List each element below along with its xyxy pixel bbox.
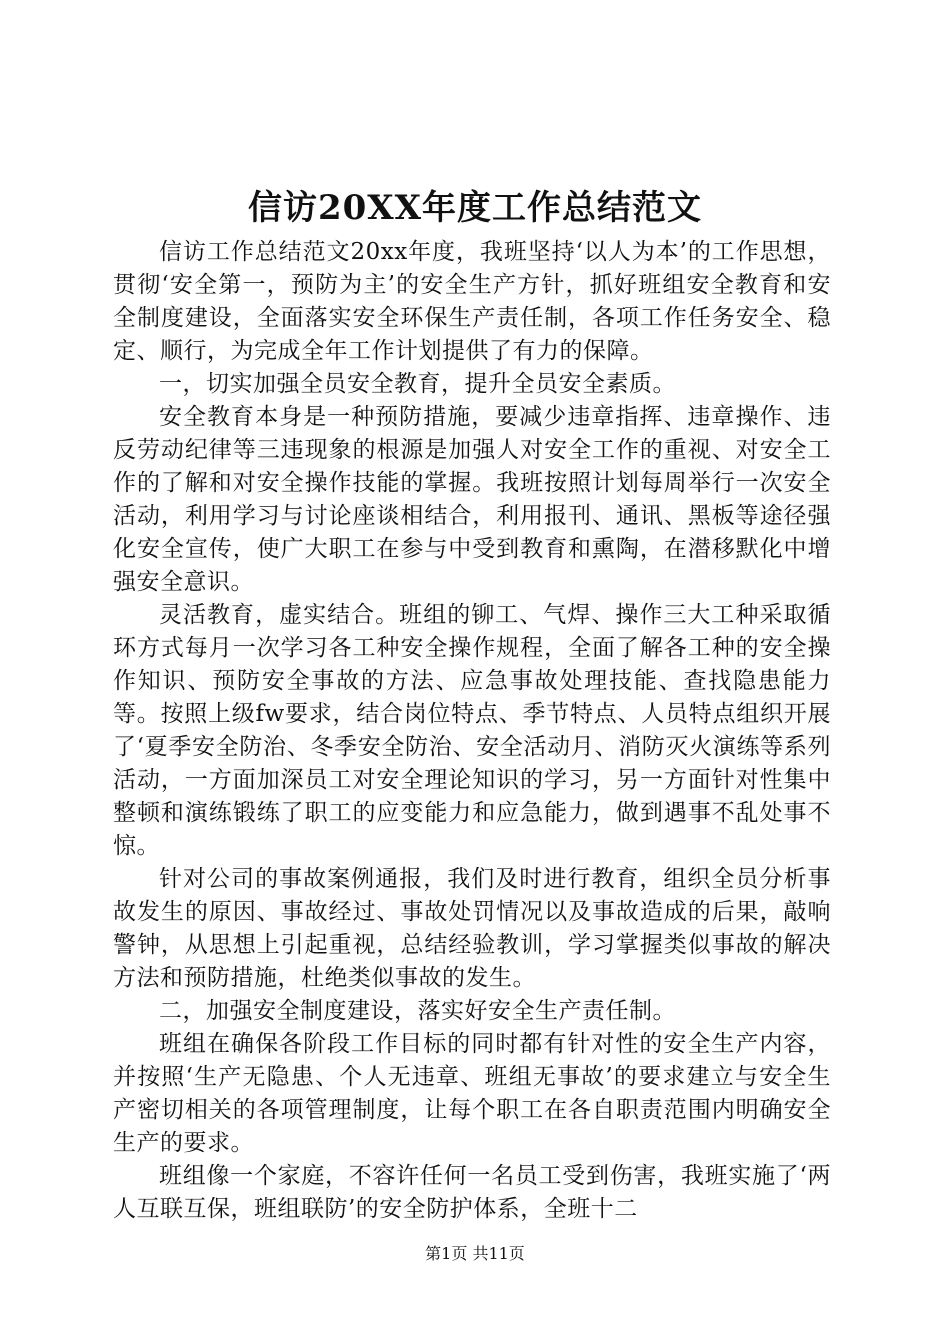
paragraph-flexible-education: 灵活教育，虚实结合。班组的铆工、气焊、操作三大工种采取循环方式每月一次学习各工种安全操作规程，全面了解各工种的安全操作知识、预防安全事故的方法、应急事故处理技能、查找隐患能力等。按照上级fw要求，结合岗位特点、季节特点、人员特点组织开展了‘夏季安全防治、冬季安全防治、安全活动月、消防灭火演练等系列活动，一方面加深员工对安全理论知识的学习，另一方面针对性集中整顿和演练锻练了职工的应变能力和应急能力，做到遇事不乱处事不惊。 xyxy=(113,602,831,859)
paragraph-team-protection: 班组像一个家庭，不容许任何一名员工受到伤害，我班实施了‘两人互联互保，班组联防’的安全防护体系，全班十二 xyxy=(113,1163,831,1222)
paragraph-intro: 信访工作总结范文20xx年度，我班坚持‘以人为本’的工作思想，贯彻‘安全第一，预防为主’的安全生产方针，抓好班组安全教育和安全制度建设，全面落实安全环保生产责任制，各项工作任务安全、稳定、顺行，为完成全年工作计划提供了有力的保障。 xyxy=(113,239,831,364)
paragraph-safety-system: 班组在确保各阶段工作目标的同时都有针对性的安全生产内容，并按照‘生产无隐患、个人无违章、班组无事故’的要求建立与安全生产密切相关的各项管理制度，让每个职工在各自职责范围内明确安全生产的要求。 xyxy=(113,1031,831,1156)
document-title: 信访20XX年度工作总结范文 xyxy=(247,188,703,228)
paragraph-safety-education: 安全教育本身是一种预防措施，要减少违章指挥、违章操作、违反劳动纪律等三违现象的根源是加强人对安全工作的重视、对安全工作的了解和对安全操作技能的掌握。我班按照计划每周举行一次安全活动，利用学习与讨论座谈相结合，利用报刊、通讯、黑板等途径强化安全宣传，使广大职工在参与中受到教育和熏陶，在潜移默化中增强安全意识。 xyxy=(113,404,831,595)
section-heading-2: 二，加强安全制度建设，落实好安全生产责任制。 xyxy=(159,998,676,1024)
paragraph-accident-cases: 针对公司的事故案例通报，我们及时进行教育，组织全员分析事故发生的原因、事故经过、事故处罚情况以及事故造成的后果，敲响警钟，从思想上引起重视，总结经验教训，学习掌握类似事故的解决方法和预防措施，杜绝类似事故的发生。 xyxy=(113,866,831,991)
document-body xyxy=(113,236,831,1226)
section-heading-1: 一，切实加强全员安全教育，提升全员安全素质。 xyxy=(159,371,676,397)
page-number-footer: 第1页 共11页 xyxy=(425,1244,525,1263)
